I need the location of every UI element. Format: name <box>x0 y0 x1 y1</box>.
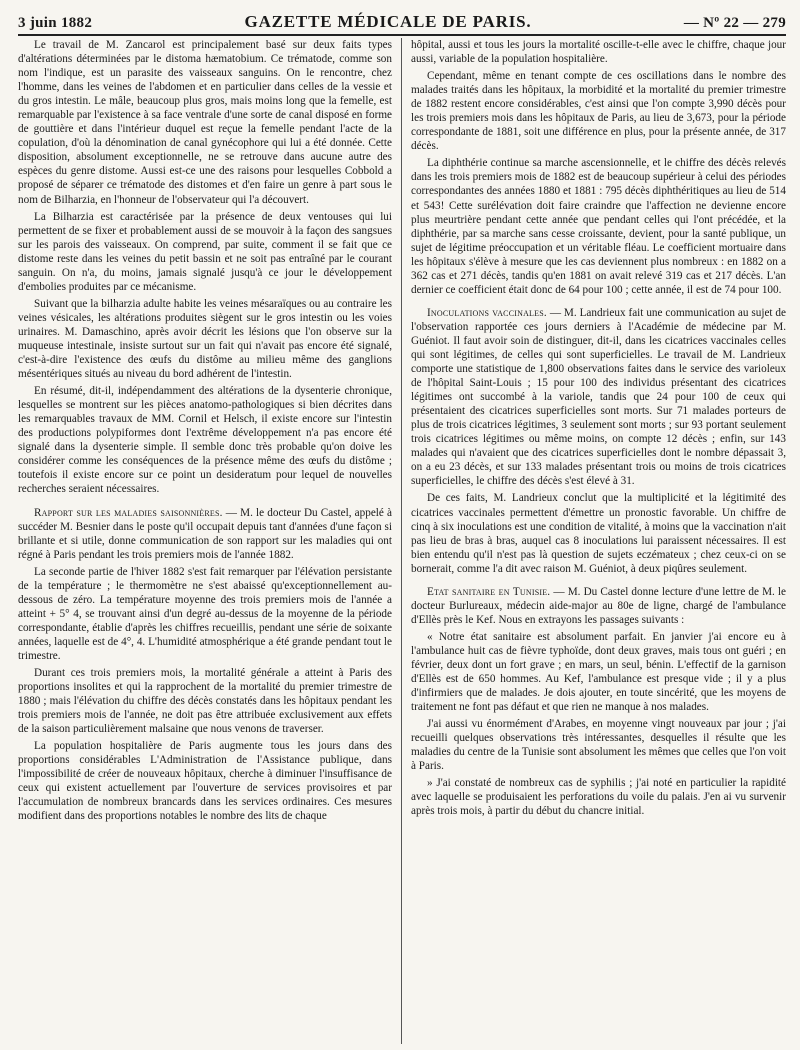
article-paragraph <box>411 306 786 489</box>
article-paragraph <box>411 156 786 296</box>
paragraph-text: — M. Du Castel donne lecture d'une lettre de M. le docteur Burlureaux, médecin aide-major au 80e de ligne, chargé de l'ambulance d'Ellès près le Kef. Nous en extrayons les passages suivants : <box>411 585 786 626</box>
article-paragraph <box>411 630 786 714</box>
article-paragraph <box>18 666 392 736</box>
issue-date: 3 juin 1882 <box>18 15 93 31</box>
paragraph-text: Durant ces trois premiers mois, la mortalité générale a atteint à Paris des proportions insolites et qui la rapprochent de la mortalité du premier trimestre de 1880 ; mais l'élévation du chiffre des décès constatés dans les hôpitaux pendant les trois premiers mois de l'année, ne doit pas être attribuée exclusivement aux effets de la saison particulièrement malsaine que nous venons de traverser. <box>18 667 392 736</box>
paragraph-text: Le travail de M. Zancarol est principalement basé sur deux faits types d'altérations déterminées par le distoma hæmatobium. Ce trématode, comme son nom l'indique, est un parasite des vaisseaux sanguins. On le rencontre, chez l'homme, dans les veines de l'abdomen et en particulier dans celles de la vessie et du gros intestin. Le mâle, beaucoup plus gros, mais moins long que la femelle, est remarquable par l'existence à sa face ventrale d'une sorte de canal disposé en forme de gouttière et dans l'intérieur duquel est reçue la femelle pendant l'acte de la copulation, d'où la dénomination de canal gynécophore qui lui a été donnée. Cette disposition, absolument exceptionnelle, ne se retrouve dans aucune autre des espèces du genre distome. Aussi est-ce une des raisons pour lesquelles Cobbold a proposé de séparer ce trématode des distomes et d'en faire un genre à part sous le nom de Bilharzia, en l'honneur de l'observateur qui l'a découvert. <box>18 39 392 206</box>
paragraph-text: En résumé, dit-il, indépendamment des altérations de la dysenterie chronique, lesquelles se montrent sur les pièces anatomo-pathologiques si bien décrites dans les remarquables travaux de MM. Cornil et Helsch, il existe encore sur l'intestin des productions polypiformes dont l'extrême développement n'a pas encore été signalé dans la dysenterie simple. Il semble donc très probable qu'on doive les considérer comme les conséquences de la présence même des œufs du distôme ; toutefois il existe encore sur ce point un desideratum pour lequel de nouvelles recherches seraient nécessaires. <box>18 385 392 496</box>
article-paragraph <box>411 69 786 153</box>
article-paragraph <box>18 297 392 381</box>
paragraph-text: — M. Landrieux fait une communication au sujet de l'observation rapportée ces jours derniers à l'Académie de médecine par M. Guéniot. Il faut avoir soin de distinguer, dit-il, dans les cicatrices vaccinales celles qui sont légitimes, de celles qui sont superficielles. Le travail de M. Landrieux comporte une statistique de 1,800 observations faites dans le service des varioleux de l'hôpital Saint-Louis ; 15 pour 100 des individus présentant des cicatrices légitimes ont succombé à la variole, tandis que 24 pour 100 de ceux qui présentaient des cicatrices superficielles sont morts. Sur 71 malades porteurs de plus de trois cicatrices légitimes, 3 seulement sont morts ; sur 93 portant seulement trois cicatrices légitimes ou même moins, on compte 12 décès ; enfin, sur 143 malades qui n'avaient que des cicatrices superficielles dont le nombre dépassait 3, on a eu 23 décès, et sur 133 malades présentant trois ou moins de trois cicatrices superficielles, le chiffre des décès s'est élevé à 31. <box>411 306 786 488</box>
paragraph-text: La population hospitalière de Paris augmente tous les jours dans des proportions considérables L'Administration de l'Assistance publique, dans l'impossibilité de créer de nouveaux hôpitaux, cherche à diminuer l'insuffisance de ceux qui existent actuellement par l'ouverture de services provisoires et par l'accumulation de nombreux brancards dans les services ordinaires. Ces mesures modifient dans des proportions notables le nombre des lits de chaque <box>18 740 392 823</box>
issue-number: — Nº 22 — 279 <box>683 15 786 31</box>
article-paragraph <box>411 585 786 627</box>
right-column <box>402 38 786 1044</box>
paragraph-text: « Notre état sanitaire est absolument parfait. En janvier j'ai encore eu à l'ambulance huit cas de fièvre typhoïde, dont deux graves, mais tous ont guéri ; en février, deux dont un fort grave ; en mars, un seul, bénin. L'effectif de la garnison d'Ellès est de 650 hommes. Au Kef, l'ambulance est presque vide ; il y a plus d'infirmiers que de malades. Je dois ajouter, en toute sincérité, que les moyens de traitement ne font pas défaut et que rien ne manque à nos malades. <box>411 630 786 714</box>
paragraph-text: La diphthérie continue sa marche ascensionnelle, et le chiffre des décès relevés dans les trois premiers mois de 1882 est de beaucoup supérieur à celui des périodes correspondantes des années 1880 et 1881 : 795 décès diphthéritiques au lieu de 514 et 543! Cette surélévation doit faire craindre que l'affection ne devienne encore plus meurtrière pendant cette année que pendant celles qui l'ont précédée, et la diphthérie, par sa marche sans cesse croissante, devient, pour la santé publique, un sujet de légitime préoccupation et un véritable fléau. Le coefficient mortuaire dans les hôpitaux s'élève à mesure que les cas deviennent plus nombreux : en 1882 on a 362 cas et 271 décès, tandis qu'en 1881 on avait relevé 319 cas et 217 décès. L'an dernier ce coefficient était donc de 64 pour 100 ; cette année, il est de 74 pour 100. <box>411 157 786 296</box>
left-column <box>18 38 402 1044</box>
paragraph-text: La Bilharzia est caractérisée par la présence de deux ventouses qui lui permettent de se fixer et probablement aussi de se mouvoir à la façon des sangsues sur les parois des vaisseaux. On comprend, par suite, comment il se fait que ce distome reste dans les veines du petit bassin et ne soit pas entraîné par le courant sanguin. On n'a, du moins, jamais signalé jusqu'à ce jour le développement d'embolies produites par ce mécanisme. <box>18 210 392 293</box>
article-paragraph <box>411 717 786 773</box>
section-heading: Etat sanitaire en Tunisie. <box>427 585 551 598</box>
paragraph-text: » J'ai constaté de nombreux cas de syphilis ; j'ai noté en particulier la rapidité avec laquelle se produisaient les perforations du voile du palais. J'en ai vu survenir après trois mois, à partir du début du chancre initial. <box>411 777 786 818</box>
article-paragraph <box>18 210 392 294</box>
paragraph-text: De ces faits, M. Landrieux conclut que la multiplicité et la légitimité des cicatrices vaccinales permettent d'émettre un pronostic favorable. Un chiffre de cinq à six inoculations est une condition de vitalité, à moins que la vaccination n'ait pas lieu de bras à bras, auquel cas 8 inoculations lui paraissent nécessaires. Il est bien entendu qu'il n'est pas là question de sujets eczémateux ; chez ceux-ci on se bornerait, comme l'a dit avec raison M. Guéniot, à deux piqûres seulement. <box>411 492 786 575</box>
paragraph-text: Suivant que la bilharzia adulte habite les veines mésaraïques ou au contraire les veines vésicales, les altérations produites siègent sur le gros intestin ou les voies urinaires. M. Damaschino, après avoir décrit les lésions que l'on observe sur la muqueuse intestinale, insiste surtout sur un fait qui n'avait pas encore été signalé, c'est-à-dire l'existence des œufs du distôme au milieu même des ganglions mésentériques situés au niveau du bord adhérent de l'intestin. <box>18 297 392 381</box>
article-columns <box>18 38 786 1044</box>
article-paragraph <box>411 38 786 66</box>
article-paragraph <box>18 565 392 663</box>
article-paragraph <box>411 491 786 575</box>
article-paragraph <box>18 739 392 823</box>
article-paragraph <box>18 506 392 562</box>
paragraph-text: Cependant, même en tenant compte de ces oscillations dans le nombre des malades traités dans les hôpitaux, la morbidité et la mortalité du premier trimestre de 1882 restent encore considérables, c'est ainsi que l'on compte 3,990 décès pour les trois premiers mois dans les hôpitaux de Paris, au lieu de 3,673, pour la période correspondante de 1881, soit une différence en plus, pour la présente année, de 317 décès. <box>411 70 786 153</box>
article-paragraph <box>18 38 392 207</box>
page-header <box>18 6 786 36</box>
paragraph-text: — M. le docteur Du Castel, appelé à succéder M. Besnier dans le poste qu'il occupait depuis tant d'années d'une façon si brillante et si utile, donne communication de son rapport sur les maladies qui ont régné à Paris pendant les trois premiers mois de l'année 1882. <box>18 506 392 561</box>
paragraph-text: hôpital, aussi et tous les jours la mortalité oscille-t-elle avec le chiffre, chaque jour aussi, variable de la population hospitalière. <box>411 39 786 66</box>
paragraph-text: J'ai aussi vu énormément d'Arabes, en moyenne vingt nouveaux par jour ; j'ai recueilli quelques observations très intéressantes, desquelles il résulte que les maladies du centre de la Tunisie sont absolument les mêmes que celles que l'on voit à Paris. <box>411 718 786 773</box>
publication-title: GAZETTE MÉDICALE DE PARIS. <box>244 12 532 31</box>
article-paragraph <box>18 384 392 496</box>
section-heading: Rapport sur les maladies saisonnières. <box>34 506 223 519</box>
article-paragraph <box>411 776 786 818</box>
section-heading: Inoculations vaccinales. <box>427 306 547 319</box>
paragraph-text: La seconde partie de l'hiver 1882 s'est fait remarquer par l'élévation persistante de la température ; le thermomètre ne s'est abaissé qu'exceptionnellement au-dessous de zéro. La température moyenne des trois premiers mois de l'année a atteint + 5° 4, se trouvant ainsi d'un degré au-dessus de la moyenne de la période correspondante, établie d'après les chiffres recueillis, pendant une série de soixante années, laquelle est de 4°, 4. L'humidité atmosphérique a été grande pendant tout le trimestre. <box>18 565 392 662</box>
